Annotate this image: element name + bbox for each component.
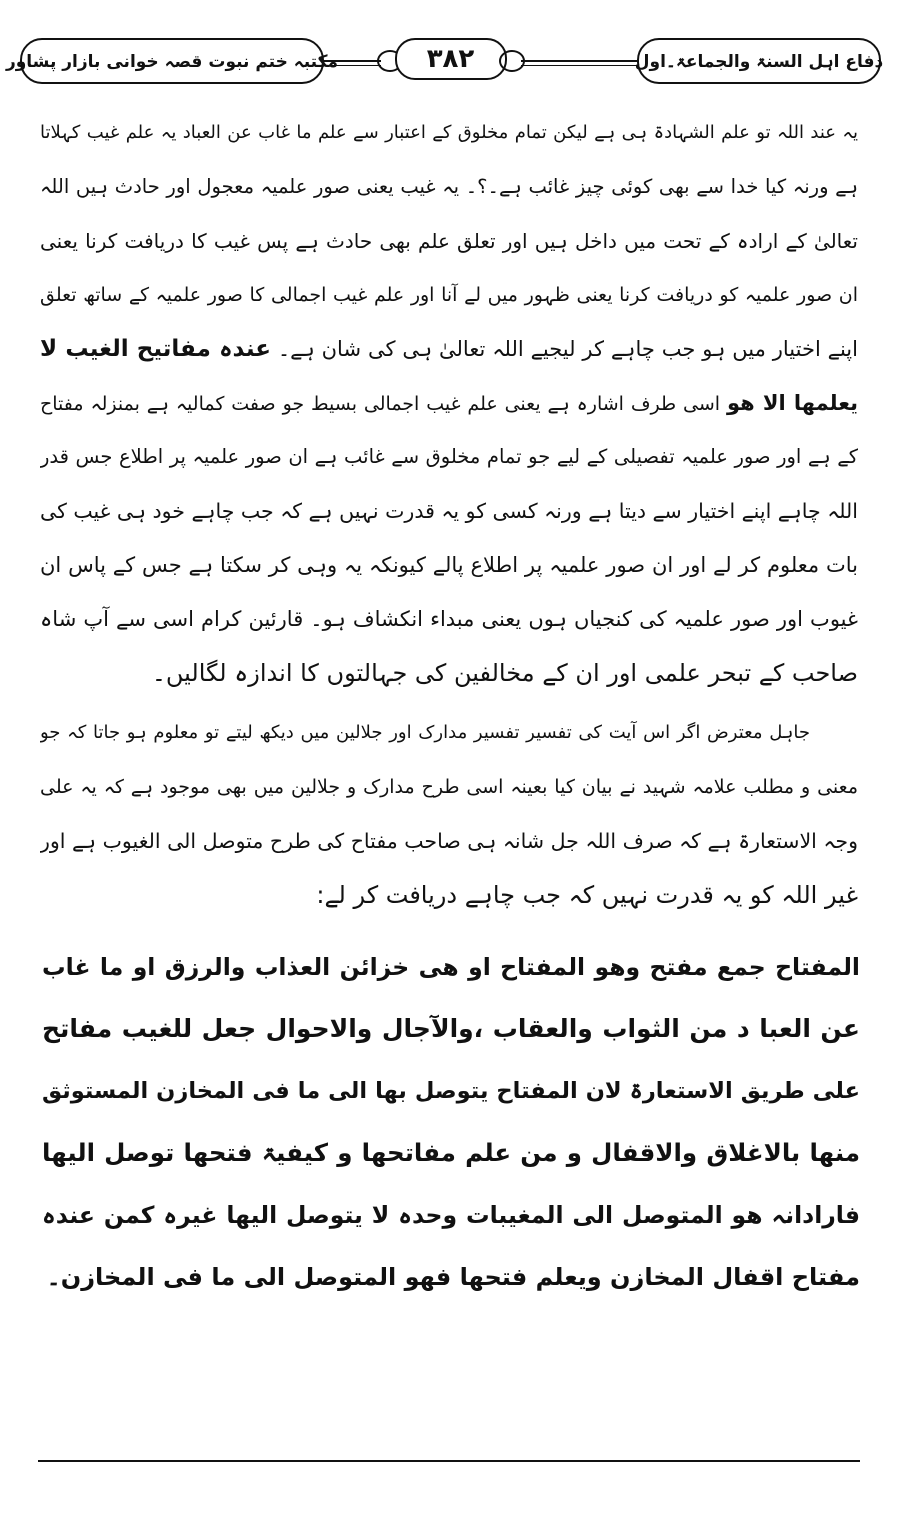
page-number: ۳۸۲ xyxy=(395,38,507,80)
page-number-ornament xyxy=(381,36,521,82)
body-line: اللہ چاہے اپنے اختیار سے دیتا ہے ورنہ کسی کو یہ قدرت نہیں ہے کہ جب چاہے خود ہی غیب کی xyxy=(40,499,858,523)
body-line: کے ہے اور صور علمیہ تفصیلی کے لیے جو تمام مخلوق سے غائب ہے ان صور علمیہ پر اطلاع جس قدر xyxy=(40,445,858,468)
arabic-quote-line: المفتاح جمع مفتح وھو المفتاح او ھی خزائن العذاب والرزق او ما غاب xyxy=(42,953,860,981)
arabic-quote-line: فارادانہ ھو المتوصل الی المغیبات وحدہ لا یتوصل الیھا غیرہ کمن عندہ xyxy=(42,1201,860,1229)
footer-rule xyxy=(38,1460,860,1462)
body-line: ہے ورنہ کیا خدا سے بھی کوئی چیز غائب ہے۔؟۔ یہ غیب یعنی صور علمیہ معجول اور حادث ہیں اللہ xyxy=(40,175,858,198)
arabic-quote-line: مفتاح اقفال المخازن ویعلم فتحھا فھو المتوصل الی ما فی المخازن۔ xyxy=(46,1263,860,1291)
quran-quote: عندہ مفاتیح الغیب لا xyxy=(40,336,271,362)
body-line: ان صور علمیہ کو دریافت کرنا یعنی ظہور میں لے آنا اور علم غیب اجمالی کا صور علمیہ کے ساتھ تعلق xyxy=(40,284,858,306)
body-line xyxy=(40,322,858,376)
arabic-quote-line: علی طریق الاستعارۃ لان المفتاح یتوصل بھا الی ما فی المخازن المستوثق xyxy=(42,1078,860,1104)
body-line: بات معلوم کر لے اور ان صور علمیہ پر اطلاع پالے کیونکہ یہ وہی کر سکتا ہے جس کے پاس ان xyxy=(40,553,858,577)
body-line xyxy=(40,376,858,430)
body-line: جاہل معترض اگر اس آیت کی تفسیر تفسیر مدارک اور جلالین میں دیکھ لیتے تو معلوم ہو جاتا کہ جو xyxy=(40,722,810,743)
book-title: دفاع اہل السنۃ والجماعۃ۔اول xyxy=(637,38,881,84)
page-header xyxy=(5,30,884,92)
body-line: وجہ الاستعارۃ ہے کہ صرف اللہ جل شانہ ہی صاحب مفتاح کی طرح متوصل الی الغیوب ہے اور xyxy=(40,829,858,853)
body-line: تعالیٰ کے ارادہ کے تحت میں داخل ہیں اور تعلق علم بھی حادث ہے پس غیب کا دریافت کرنا یعنی xyxy=(40,229,858,253)
body-line: معنی و مطلب علامہ شہید نے بیان کیا بعینہ اسی طرح مدارک و جلالین میں بھی موجود ہے کہ یہ علی xyxy=(40,776,858,798)
quran-quote: یعلمھا الا ھو xyxy=(726,391,858,415)
body-line: غیر اللہ کو یہ قدرت نہیں کہ جب چاہے دریافت کر لے: xyxy=(316,881,858,909)
body-line: یہ عند اللہ تو علم الشہادۃ ہی ہے لیکن تمام مخلوق کے اعتبار سے علم ما غاب عن العباد یہ علم غیب کہلاتا xyxy=(40,122,858,143)
body-text: اپنے اختیار میں ہو جب چاہے کر لیجیے اللہ تعالیٰ ہی کی شان ہے۔ xyxy=(277,337,858,361)
publisher-name: مکتبہ ختم نبوت قصہ خوانی بازار پشاور xyxy=(20,38,324,84)
body-line: غیوب اور صور علمیہ کی کنجیاں ہوں یعنی مبداء انکشاف ہو۔ قارئین کرام اسی سے آپ شاہ xyxy=(40,607,858,631)
arabic-quote-line: عن العبا د من الثواب والعقاب ،والآجال والاحوال جعل للغیب مفاتح xyxy=(42,1014,860,1043)
arabic-quote-line: منھا بالاغلاق والاقفال و من علم مفاتحھا و کیفیۃ فتحھا توصل الیھا xyxy=(42,1138,860,1167)
body-line: صاحب کے تبحر علمی اور ان کے مخالفین کی جہالتوں کا اندازہ لگالیں۔ xyxy=(151,659,858,687)
body-text: اسی طرف اشارہ ہے یعنی علم غیب اجمالی بسیط جو صفت کمالیہ ہے بمنزلہ مفتاح xyxy=(40,393,721,415)
